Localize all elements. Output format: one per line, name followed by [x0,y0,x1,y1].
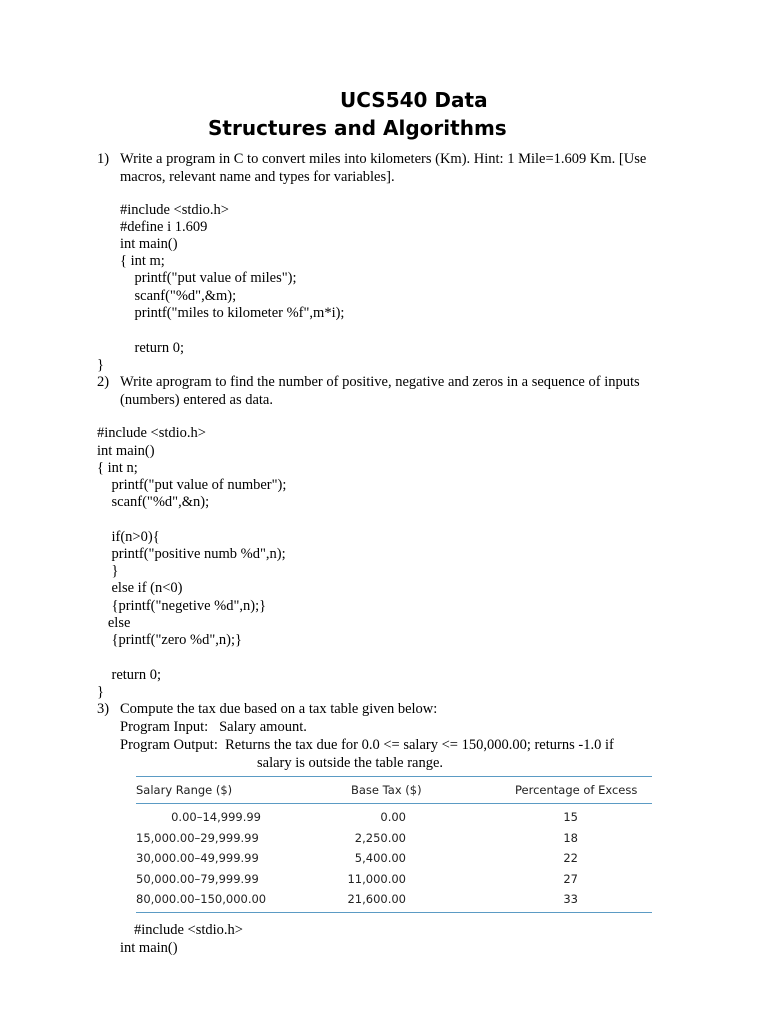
code-line: } [97,684,104,700]
q2-number: 2) [97,374,110,390]
code-line: printf("positive numb %d",n); [97,546,286,562]
code-line: { int m; [120,253,165,269]
code-line: int main() [120,940,178,956]
q3-text-line1: Compute the tax due based on a tax table given below: [120,701,438,717]
code-line: printf("miles to kilometer %f",m*i); [120,305,345,321]
document-subtitle: Structures and Algorithms [208,116,507,140]
document-title: UCS540 Data [340,88,488,112]
code-line: } [97,563,119,579]
table-cell-percentage: 27 [563,872,578,886]
q3-output-line1: Program Output: Returns the tax due for 0.0 <= salary <= 150,000.00; returns -1.0 if [120,737,614,753]
q1-text-line1: Write a program in C to convert miles into kilometers (Km). Hint: 1 Mile=1.609 Km. [Use [120,151,647,167]
code-line: { int n; [97,460,138,476]
table-cell-percentage: 15 [563,810,578,824]
code-line: int main() [120,236,178,252]
q1-closing-brace: } [97,357,104,373]
table-cell-base-tax: 0.00 [380,810,406,824]
table-header-base-tax: Base Tax ($) [351,783,422,797]
table-cell-salary-range: 0.00–14,999.99 [171,810,261,824]
code-line: printf("put value of miles"); [120,270,297,286]
q2-text-line1: Write aprogram to find the number of positive, negative and zeros in a sequence of inputs [120,374,640,390]
code-line: #include <stdio.h> [97,425,206,441]
tax-table [136,776,652,914]
code-line: return 0; [120,340,185,356]
q1-text-line2: macros, relevant name and types for variables]. [120,169,395,185]
table-cell-base-tax: 2,250.00 [354,831,406,845]
code-line: #include <stdio.h> [134,922,243,938]
code-line: scanf("%d",&n); [97,494,210,510]
table-cell-salary-range: 15,000.00–29,999.99 [136,831,259,845]
q1-number: 1) [97,151,110,167]
table-cell-base-tax: 11,000.00 [347,872,406,886]
code-line: printf("put value of number"); [97,477,287,493]
table-top-rule [136,776,652,777]
code-line: #include <stdio.h> [120,202,229,218]
q2-text-line2: (numbers) entered as data. [120,392,273,408]
q3-input-line: Program Input: Salary amount. [120,719,307,735]
table-cell-base-tax: 21,600.00 [347,892,406,906]
table-cell-percentage: 22 [563,851,578,865]
table-cell-percentage: 18 [563,831,578,845]
q3-output-line2: salary is outside the table range. [257,755,444,771]
table-cell-salary-range: 80,000.00–150,000.00 [136,892,267,906]
code-line: {printf("negetive %d",n);} [97,598,267,614]
table-cell-percentage: 33 [563,892,578,906]
table-header-rule [136,803,652,804]
code-line: {printf("zero %d",n);} [97,632,242,648]
code-line: else if (n<0) [97,580,183,596]
code-line: return 0; [97,667,162,683]
table-header-percentage: Percentage of Excess [515,783,638,797]
table-cell-base-tax: 5,400.00 [354,851,406,865]
table-header-salary-range: Salary Range ($) [136,783,233,797]
code-line: #define i 1.609 [120,219,208,235]
code-line: if(n>0){ [97,529,160,545]
table-bottom-rule [136,912,652,913]
table-cell-salary-range: 30,000.00–49,999.99 [136,851,259,865]
code-line: int main() [97,443,155,459]
code-line: scanf("%d",&m); [120,288,237,304]
code-line: else [97,615,131,631]
q3-number: 3) [97,701,110,717]
table-cell-salary-range: 50,000.00–79,999.99 [136,872,259,886]
